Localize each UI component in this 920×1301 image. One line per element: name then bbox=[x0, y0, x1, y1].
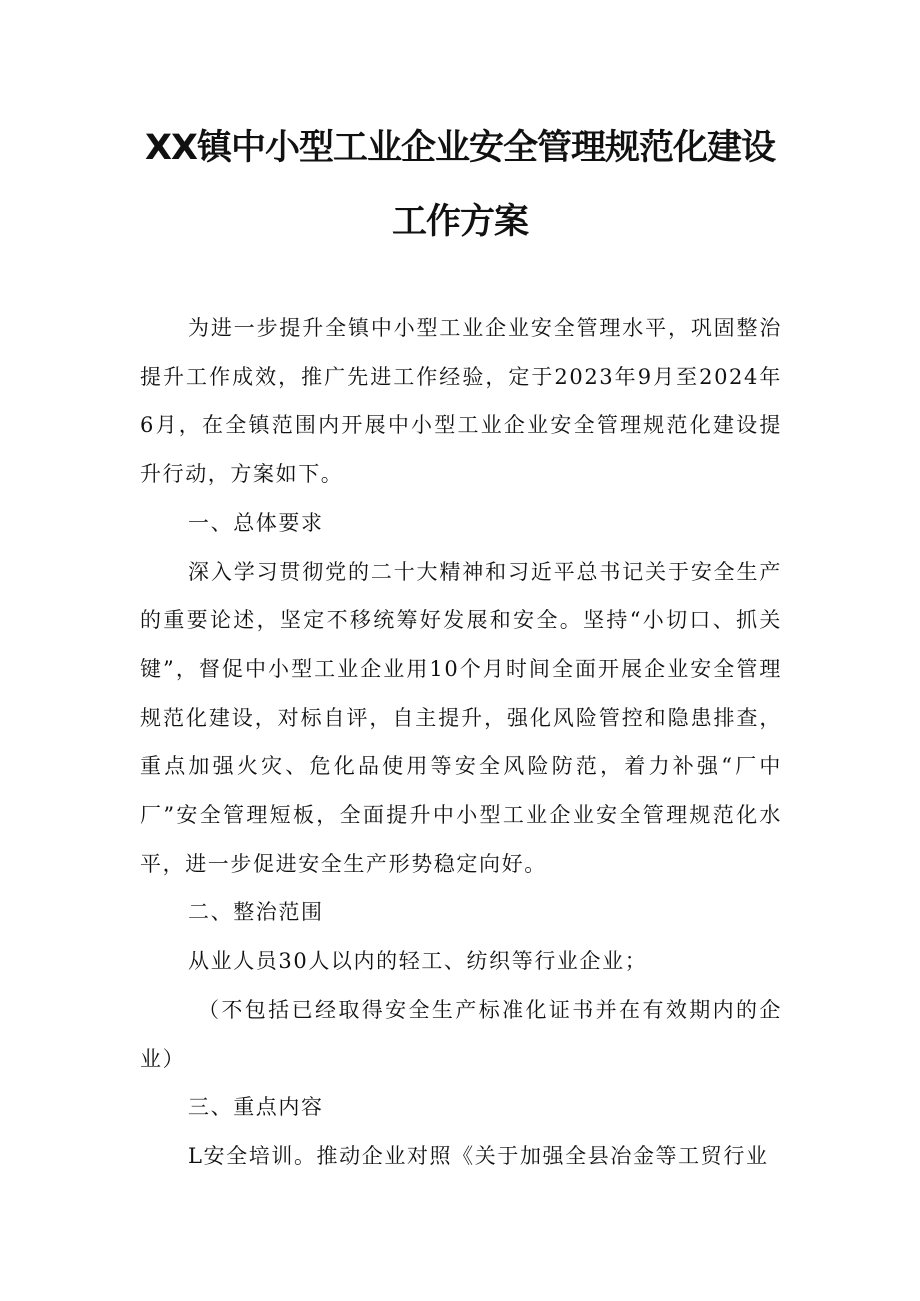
section-heading-scope: 二、整治范围 bbox=[188, 900, 324, 925]
section-heading-general-requirements: 一、总体要求 bbox=[188, 510, 324, 535]
intro-paragraph: 为进一步提升全镇中小型工业企业安全管理水平，巩固整治提升工作成效，推广先进工作经验，定于2023年9月至2024年6月，在全镇范围内开展中小型工业企业安全管理规范化建设提升行动，方案如下。 bbox=[140, 316, 782, 487]
scope-exclusion-note: （不包括已经取得安全生产标准化证书并在有效期内的企业） bbox=[140, 997, 782, 1071]
document-title-line-2: 工作方案 bbox=[391, 202, 528, 242]
document-body bbox=[140, 304, 782, 1181]
section-heading-key-content: 三、重点内容 bbox=[188, 1095, 324, 1120]
scope-paragraph: 从业人员30人以内的轻工、纺织等行业企业； bbox=[188, 949, 648, 974]
key-content-item-1: L安全培训。推动企业对照《关于加强全县冶金等工贸行业 bbox=[188, 1143, 769, 1168]
document-title-line-1: XX镇中小型工业企业安全管理规范化建设 bbox=[145, 128, 775, 168]
general-requirements-paragraph: 深入学习贯彻党的二十大精神和习近平总书记关于安全生产的重要论述，坚定不移统筹好发展和安全。坚持“小切口、抓关键”，督促中小型工业企业用10个月时间全面开展企业安全管理规范化建设，对标自评，自主提升，强化风险管控和隐患排查，重点加强火灾、危化品使用等安全风险防范，着力补强“厂中厂”安全管理短板，全面提升中小型工业企业安全管理规范化水平，进一步促进安全生产形势稳定向好。 bbox=[140, 559, 782, 876]
